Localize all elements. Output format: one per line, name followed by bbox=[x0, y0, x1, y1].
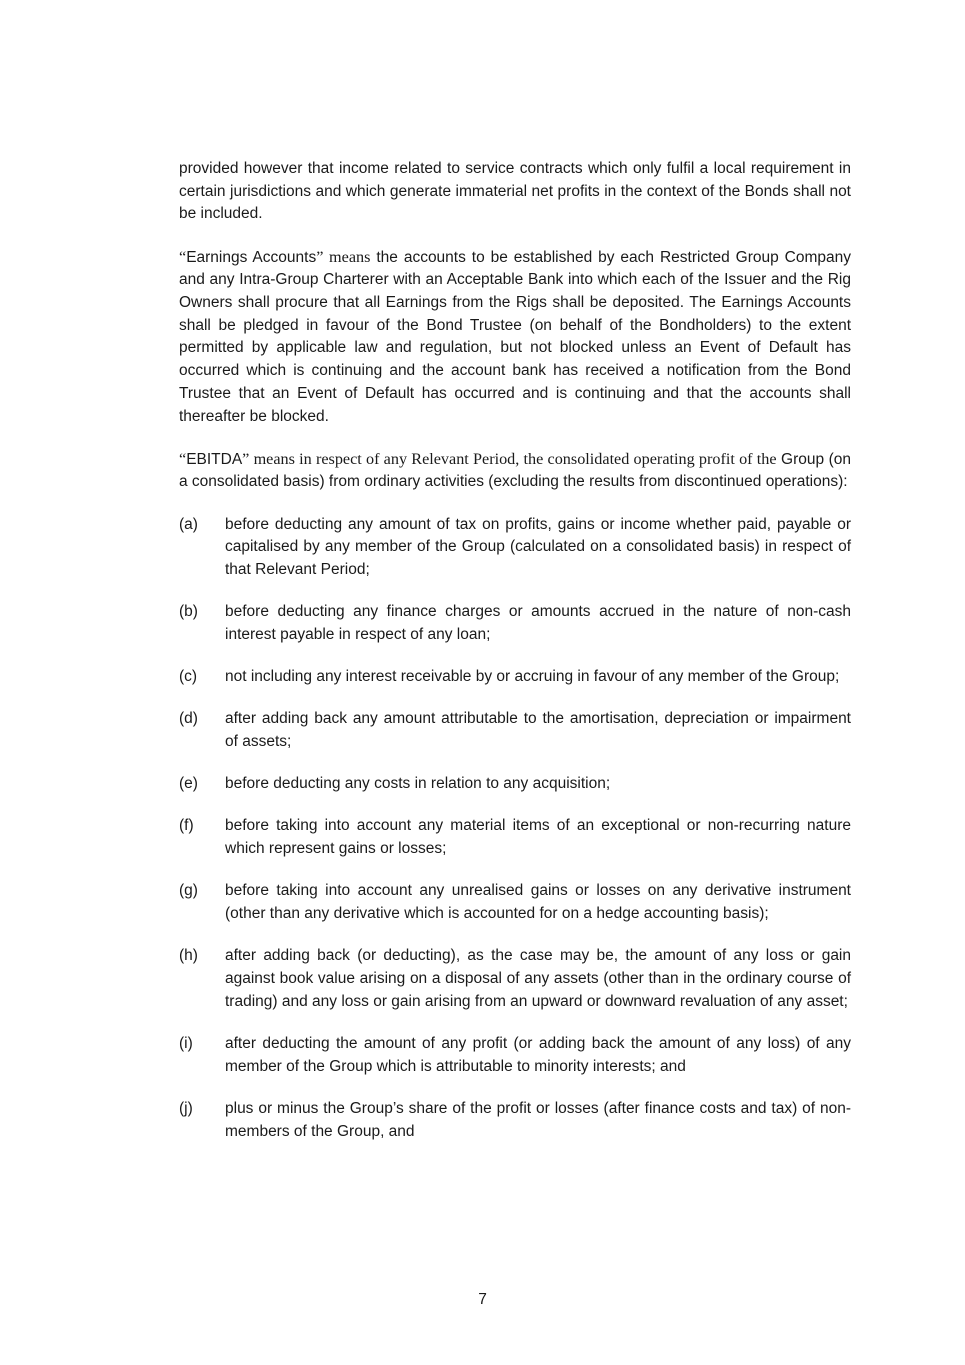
list-item-label: (j) bbox=[179, 1099, 193, 1117]
list-item bbox=[179, 945, 851, 1013]
list-item bbox=[179, 1098, 851, 1143]
list-item-label: (h) bbox=[179, 947, 198, 965]
list-item-text: after adding back (or deducting), as the case may be, the amount of any loss or gain against book value arising on a disposal of any assets (other than in the ordinary course of trading) and any loss or gain arising from an upward or downward revaluation of any asset; bbox=[225, 947, 851, 1010]
list-item-label: (g) bbox=[179, 882, 198, 900]
open-quote: “ bbox=[179, 247, 187, 266]
list-item-text: after deducting the amount of any profit (or adding back the amount of any loss) of any member of the Group which is attributable to minority interests; and bbox=[225, 1034, 851, 1075]
list-item-text: before taking into account any material items of an exceptional or non-recurring nature which represent gains or losses; bbox=[225, 817, 851, 858]
list-item-label: (c) bbox=[179, 668, 198, 686]
list-item-text: before taking into account any unrealised gains or losses on any derivative instrument (other than any derivative which is accounted for on a hedge accounting basis); bbox=[225, 882, 851, 923]
definition-body: Group (on a consolidated basis) from ordinary activities (excluding the results from discontinued operations): bbox=[179, 450, 851, 491]
definition-ebitda bbox=[179, 448, 851, 494]
list-item-label: (e) bbox=[179, 775, 198, 793]
list-item-text: plus or minus the Group’s share of the profit or losses (after finance costs and tax) of non-members of the Group, and bbox=[225, 1099, 851, 1140]
list-item-text: before deducting any amount of tax on profits, gains or income whether paid, payable or capitalised by any member of the Group (calculated on a consolidated basis) in respect of that Relevant Period; bbox=[225, 515, 851, 579]
definition-body: the accounts to be established by each Restricted Group Company and any Intra-Group Charterer with an Acceptable Bank into which each of the Issuer and the Rig Owners shall procure that all Earnings from the Rigs shall be deposited. The Earnings Accounts shall be pledged in favour of the Bond Trustee (on behalf of the Bondholders) to the extent permitted by applicable law and regulation, but not blocked unless an Event of Default has occurred which is continuing and the account bank has received a notification from the Bond Trustee that an Event of Default has occurred and is continuing and that the accounts shall thereafter be blocked. bbox=[179, 248, 852, 425]
list-item-label: (a) bbox=[179, 515, 198, 533]
ebitda-adjustments-list bbox=[179, 514, 851, 1144]
paragraph-income-proviso: provided however that income related to service contracts which only fulfil a local requirement in certain jurisdictions and which generate immaterial net profits in the context of the Bonds shall not be included. bbox=[179, 160, 851, 223]
means-connector: ” means bbox=[316, 247, 371, 266]
document-body bbox=[179, 158, 851, 1163]
list-item-text: not including any interest receivable by or accruing in favour of any member of the Group; bbox=[225, 668, 840, 686]
list-item bbox=[179, 708, 851, 753]
page-number: 7 bbox=[478, 1291, 487, 1308]
list-item-label: (b) bbox=[179, 603, 198, 621]
list-item bbox=[179, 666, 851, 689]
list-item-label: (f) bbox=[179, 817, 194, 835]
list-item bbox=[179, 514, 851, 582]
list-item bbox=[179, 773, 851, 796]
list-item-label: (d) bbox=[179, 710, 198, 728]
list-item bbox=[179, 815, 851, 860]
list-item bbox=[179, 880, 851, 925]
means-connector: ” means in respect of any Relevant Period, the consolidated operating profit of the bbox=[242, 449, 777, 468]
list-item-label: (i) bbox=[179, 1034, 193, 1052]
definition-earnings-accounts bbox=[179, 246, 851, 429]
open-quote: “ bbox=[179, 449, 187, 468]
list-item bbox=[179, 1033, 851, 1078]
list-item bbox=[179, 601, 851, 646]
list-item-text: before deducting any finance charges or amounts accrued in the nature of non-cash interest payable in respect of any loan; bbox=[225, 603, 851, 643]
defined-term: Earnings Accounts bbox=[186, 248, 317, 266]
list-item-text: before deducting any costs in relation to any acquisition; bbox=[225, 775, 611, 793]
list-item-text: after adding back any amount attributable to the amortisation, depreciation or impairment of assets; bbox=[225, 710, 851, 751]
defined-term: EBITDA bbox=[186, 450, 243, 468]
